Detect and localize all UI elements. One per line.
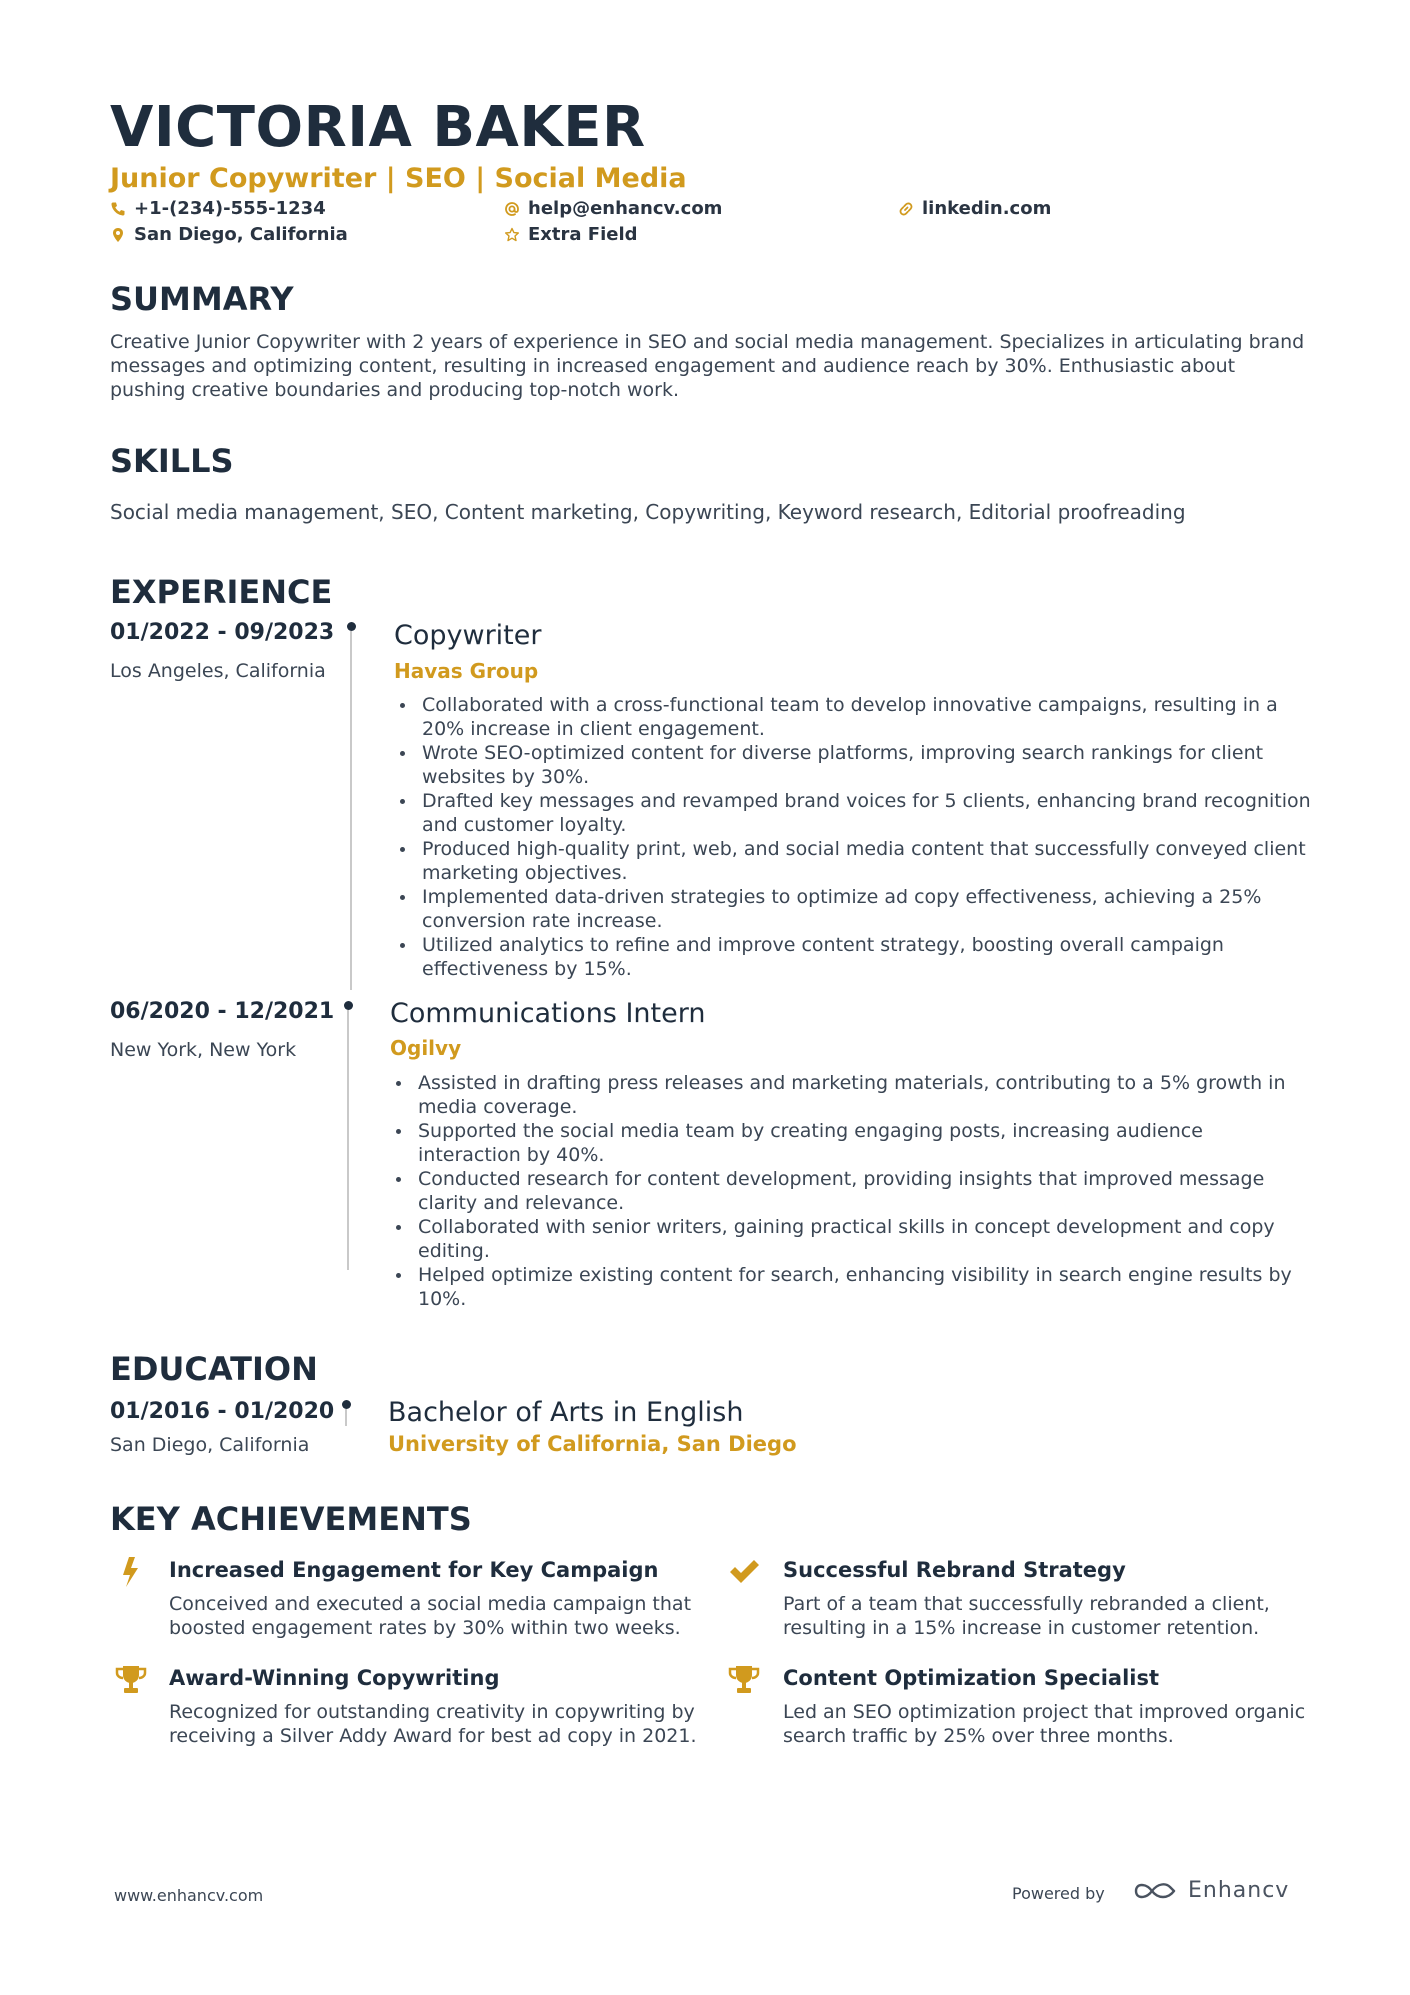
timeline-dot xyxy=(344,1001,353,1010)
skills-title: SKILLS xyxy=(110,442,234,480)
achievement-title: Successful Rebrand Strategy xyxy=(783,1558,1126,1582)
job-bullets xyxy=(394,693,1314,981)
job-location: New York, New York xyxy=(110,1039,297,1061)
candidate-name: VICTORIA BAKER xyxy=(110,95,646,160)
link-icon xyxy=(898,201,914,217)
summary-title: SUMMARY xyxy=(110,280,294,318)
trophy-icon xyxy=(727,1663,761,1697)
job-bullet: Produced high-quality print, web, and social media content that successfully conveyed client marketing objectives. xyxy=(394,837,1314,885)
job-company: Ogilvy xyxy=(390,1036,462,1060)
job-dates: 01/2022 - 09/2023 xyxy=(110,620,335,645)
contact-linkedin[interactable] xyxy=(898,197,1051,221)
map-pin-icon xyxy=(110,227,126,243)
job-bullet: Utilized analytics to refine and improve content strategy, boosting overall campaign effectiveness by 15%. xyxy=(394,933,1314,981)
timeline-line xyxy=(345,1409,347,1426)
job-bullet: Helped optimize existing content for search, enhancing visibility in search engine results by 10%. xyxy=(390,1263,1310,1311)
achievement-title: Increased Engagement for Key Campaign xyxy=(169,1558,659,1582)
achievement-title: Content Optimization Specialist xyxy=(783,1666,1160,1690)
job-dates: 06/2020 - 12/2021 xyxy=(110,999,335,1024)
achievement-desc: Part of a team that successfully rebranded a client, resulting in a 15% increase in customer retention. xyxy=(783,1593,1270,1639)
checkmark-icon xyxy=(727,1555,761,1589)
contact-location xyxy=(110,223,348,247)
experience-title: EXPERIENCE xyxy=(110,573,333,611)
phone-text: +1-(234)-555-1234 xyxy=(134,198,326,219)
email-text[interactable]: help@enhancv.com xyxy=(528,198,723,219)
job-company: Havas Group xyxy=(394,659,539,683)
timeline-line xyxy=(350,631,352,990)
achievement-desc: Led an SEO optimization project that improved organic search traffic by 25% over three months. xyxy=(783,1701,1306,1747)
job-location: Los Angeles, California xyxy=(110,660,326,682)
job-bullet: Supported the social media team by creating engaging posts, increasing audience interaction by 40%. xyxy=(390,1119,1310,1167)
footer-website[interactable]: www.enhancv.com xyxy=(114,1886,264,1905)
achievement-desc: Recognized for outstanding creativity in copywriting by receiving a Silver Addy Award for best ad copy in 2021. xyxy=(169,1701,697,1747)
job-role: Copywriter xyxy=(394,620,542,651)
contact-extra xyxy=(504,223,638,247)
job-bullets xyxy=(390,1071,1310,1311)
skills-text: Social media management, SEO, Content marketing, Copywriting, Keyword research, Editorial proofreading xyxy=(110,500,1186,524)
education-dates: 01/2016 - 01/2020 xyxy=(110,1399,335,1424)
education-location: San Diego, California xyxy=(110,1434,310,1456)
job-bullet: Wrote SEO-optimized content for diverse platforms, improving search rankings for client websites by 30%. xyxy=(394,741,1314,789)
job-bullet: Drafted key messages and revamped brand voices for 5 clients, enhancing brand recognition and customer loyalty. xyxy=(394,789,1314,837)
footer-brand[interactable] xyxy=(1132,1876,1289,1906)
footer-brand-name: Enhancv xyxy=(1188,1878,1290,1903)
location-text: San Diego, California xyxy=(134,224,348,245)
phone-icon xyxy=(110,201,126,217)
education-school: University of California, San Diego xyxy=(388,1432,797,1456)
achievements-title: KEY ACHIEVEMENTS xyxy=(110,1500,472,1538)
job-bullet: Conducted research for content development, providing insights that improved message clarity and relevance. xyxy=(390,1167,1310,1215)
education-degree: Bachelor of Arts in English xyxy=(388,1397,744,1428)
at-icon xyxy=(504,201,520,217)
footer-powered-by: Powered by xyxy=(1012,1884,1105,1903)
trophy-icon xyxy=(114,1663,148,1697)
enhancv-logo-icon xyxy=(1132,1878,1178,1904)
timeline-dot xyxy=(347,622,356,631)
summary-text: Creative Junior Copywriter with 2 years of experience in SEO and social media management. Specializes in articulating brand messages and optimizing content, resulting in increased engagement and audience reach by 30%. Enthusiastic about pushing creative boundaries and producing top-notch work. xyxy=(110,331,1305,401)
job-bullet: Implemented data-driven strategies to optimize ad copy effectiveness, achieving a 25% conversion rate increase. xyxy=(394,885,1314,933)
achievement-title: Award-Winning Copywriting xyxy=(169,1666,500,1690)
job-bullet: Assisted in drafting press releases and marketing materials, contributing to a 5% growth in media coverage. xyxy=(390,1071,1310,1119)
star-icon xyxy=(504,227,520,243)
contact-email[interactable] xyxy=(504,197,722,221)
timeline-dot xyxy=(342,1400,351,1409)
extra-field-text: Extra Field xyxy=(528,224,638,245)
achievement-desc: Conceived and executed a social media campaign that boosted engagement rates by 30% within two weeks. xyxy=(169,1593,692,1639)
timeline-line xyxy=(347,1010,349,1270)
lightning-icon xyxy=(114,1555,148,1589)
contact-phone xyxy=(110,197,326,221)
education-title: EDUCATION xyxy=(110,1350,318,1388)
linkedin-text[interactable]: linkedin.com xyxy=(922,198,1052,219)
candidate-headline: Junior Copywriter | SEO | Social Media xyxy=(110,163,687,194)
job-role: Communications Intern xyxy=(390,998,706,1029)
job-bullet: Collaborated with a cross-functional team to develop innovative campaigns, resulting in a 20% increase in client engagement. xyxy=(394,693,1314,741)
job-bullet: Collaborated with senior writers, gaining practical skills in concept development and copy editing. xyxy=(390,1215,1310,1263)
